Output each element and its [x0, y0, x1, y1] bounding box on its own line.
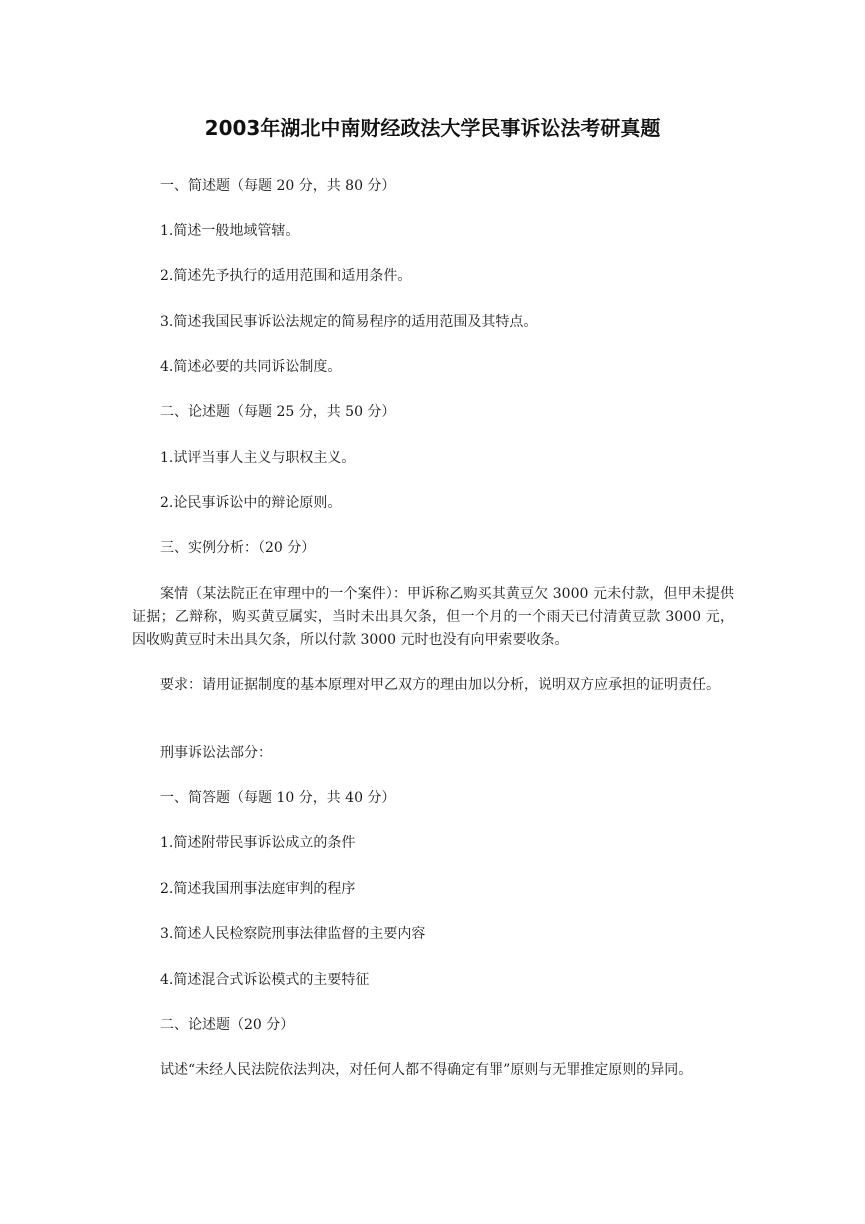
question-item: 2.论民事诉讼中的辩论原则。 — [160, 495, 342, 511]
question-item: 4.简述必要的共同诉讼制度。 — [160, 359, 342, 375]
question-item: 1.简述一般地域管辖。 — [160, 223, 300, 239]
question-item: 3.简述人民检察院刑事法律监督的主要内容 — [160, 926, 426, 942]
question-item: 4.简述混合式诉讼模式的主要特征 — [160, 972, 370, 988]
question-item: 1.简述附带民事诉讼成立的条件 — [160, 835, 356, 851]
case-requirement: 要求：请用证据制度的基本原理对甲乙双方的理由加以分析，说明双方应承担的证明责任。 — [160, 677, 720, 693]
case-description: 案情（某法院正在审理中的一个案件）：甲诉称乙购买其黄豆欠 3000 元未付款，但甲未提供证据；乙辩称，购买黄豆属实，当时未出具欠条，但一个月的一个雨天已付清黄豆款 3000 元，因收购黄豆时未出具欠条，所以付款 3000 元时也没有向甲索要收条。 — [132, 586, 734, 648]
question-item: 3.简述我国民事诉讼法规定的简易程序的适用范围及其特点。 — [160, 314, 538, 330]
section-heading-short-answer: 一、简答题（每题 10 分，共 40 分） — [160, 790, 396, 806]
question-item: 1.试评当事人主义与职权主义。 — [160, 450, 356, 466]
essay-question: 试述“未经人民法院依法判决，对任何人都不得确定有罪”原则与无罪推定原则的异同。 — [160, 1062, 693, 1078]
question-item: 2.简述我国刑事法庭审判的程序 — [160, 881, 356, 897]
section-heading-case-analysis: 三、实例分析：（20 分） — [160, 540, 316, 556]
section-heading-essay-questions: 二、论述题（每题 25 分，共 50 分） — [160, 404, 396, 420]
section-heading-brief-questions: 一、简述题（每题 20 分，共 80 分） — [160, 178, 396, 194]
question-item: 2.简述先予执行的适用范围和适用条件。 — [160, 268, 412, 284]
section-heading-essay: 二、论述题（20 分） — [160, 1017, 295, 1033]
part-heading-criminal-procedure: 刑事诉讼法部分： — [160, 745, 272, 761]
document-title: 2003年湖北中南财经政法大学民事诉讼法考研真题 — [204, 116, 661, 140]
